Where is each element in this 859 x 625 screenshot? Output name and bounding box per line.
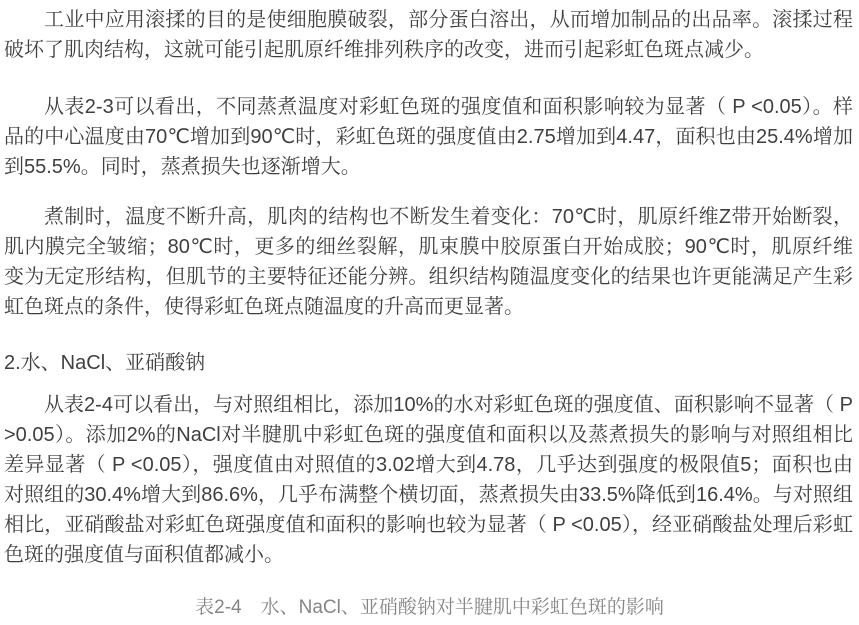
- section-heading-water-nacl-nitrite: 2.水、NaCl、亚硝酸钠: [4, 352, 206, 374]
- table-caption: 表2-4 水、NaCl、亚硝酸钠对半腱肌中彩虹色斑的影响: [195, 597, 664, 618]
- body-paragraph-tumbling: 工业中应用滚揉的目的是使细胞膜破裂，部分蛋白溶出，从而增加制品的出品率。滚揉过程破坏了肌肉结构，这就可能引起肌原纤维排列秩序的改变，进而引起彩虹色斑点减少。: [4, 9, 853, 61]
- body-paragraph-structure-change: 煮制时，温度不断升高，肌肉的结构也不断发生着变化：70℃时，肌原纤维Z带开始断裂，肌内膜完全皱缩；80℃时，更多的细丝裂解，肌束膜中胶原蛋白开始成胶；90℃时，肌原纤维变为无定形结构，但肌节的主要特征还能分辨。组织结构随温度变化的结果也许更能满足产生彩虹色斑点的条件，使得彩虹色斑点随温度的升高而更显著。: [4, 206, 853, 318]
- body-paragraph-cooking-temperature: 从表2-3可以看出，不同蒸煮温度对彩虹色斑的强度值和面积影响较为显著（ P <0.05）。样品的中心温度由70℃增加到90℃时，彩虹色斑的强度值由2.75增加到4.47，面积也由25.4%增加到55.5%。同时，蒸煮损失也逐渐增大。: [4, 96, 853, 178]
- body-paragraph-additives-effect: 从表2-4可以看出，与对照组相比，添加10%的水对彩虹色斑的强度值、面积影响不显著（ P >0.05）。添加2%的NaCl对半腱肌中彩虹色斑的强度值和面积以及蒸煮损失的影响与对照组相比差异显著（ P <0.05），强度值由对照值的3.02增大到4.78，几乎达到强度的极限值5；面积也由对照组的30.4%增大到86.6%，几乎布满整个横切面，蒸煮损失由33.5%降低到16.4%。与对照组相比，亚硝酸盐对彩虹色斑强度值和面积的影响也较为显著（ P <0.05），经亚硝酸盐处理后彩虹色斑的强度值与面积值都减小。: [4, 394, 853, 566]
